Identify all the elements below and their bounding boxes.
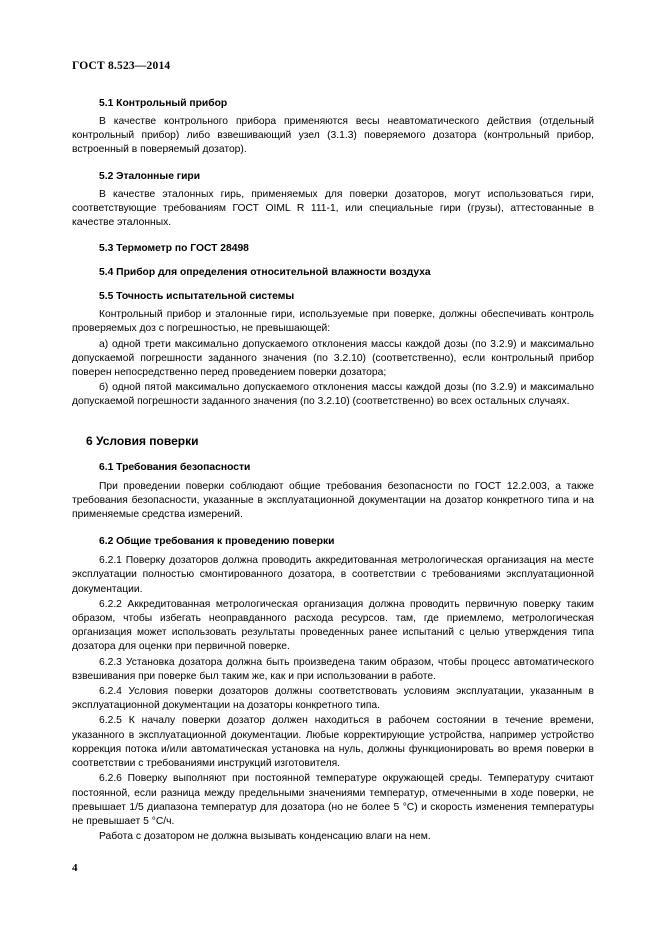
section-paragraph-5-2: В качестве эталонных гирь, применяемых для поверки дозаторов, могут использоваться гири, соответствующие требованиям ГОСТ OIML R 111-1, или специальные гири (грузы), аттестованные в качестве эталонных. [72, 188, 594, 229]
section-heading-5-3: 5.3 Термометр по ГОСТ 28498 [99, 243, 249, 255]
document-standard-header: ГОСТ 8.523—2014 [72, 60, 171, 72]
section-heading-5-4: 5.4 Прибор для определения относительной влажности воздуха [99, 267, 431, 279]
section-heading-5-1: 5.1 Контрольный прибор [99, 98, 228, 109]
section-paragraph-5-1: В качестве контрольного прибора применяются весы неавтоматического действия (отдельный контрольный прибор) либо взвешивающий узел (3.1.3) поверяемого дозатора (контрольный прибор, встроенный в поверяемый дозатор). [72, 116, 594, 156]
chapter-heading-6: 6 Условия поверки [86, 433, 199, 448]
section-paragraph-6-1: При проведении поверки соблюдают общие требования безопасности по ГОСТ 12.2.003, а также требования безопасности, указанные в эксплуатационной документации на дозатор конкретного типа и на применяемые средства измерений. [72, 480, 594, 521]
section-heading-6-2: 6.2 Общие требования к проведению поверки [99, 536, 335, 548]
section-paragraph-5-5-b: б) одной пятой максимально допускаемого отклонения массы каждой дозы (по 3.2.9) и максимально допускаемой погрешности заданного значения (по 3.2.10) (соответственно) во всех остальных случаях. [72, 382, 594, 408]
section-paragraph-6-2-1: 6.2.1 Поверку дозаторов должна проводить аккредитованная метрологическая организация на месте эксплуатации полностью смонтированного дозатора, в соответствии с требованиями эксплуатационной документации. [72, 555, 594, 595]
section-paragraph-6-2-3: 6.2.3 Установка дозатора должна быть произведена таким образом, чтобы процесс автоматического взвешивания при поверке был таким же, как и при использовании в работе. [72, 656, 594, 682]
section-paragraph-6-2-2: 6.2.2 Аккредитованная метрологическая организация должна проводить первичную поверку таким образом, чтобы избегать неоправданного расхода ресурсов. там, где приемлемо, метрологическая организация может использовать результаты проведенных ранее испытаний с целью утверждения типа дозатора для оценки при первичной поверке. [72, 598, 594, 653]
section-paragraph-6-2-5: 6.2.5 К началу поверки дозатор должен находиться в рабочем состоянии в течение времени, указанного в эксплуатационной документации. Любые корректирующие устройства, например устройство коррекция потока и/или автоматическая установка на нуль, должны функционировать во время поверки в соответствии с требованиями инструкций изготовителя. [72, 715, 594, 770]
section-paragraph-6-2-4: 6.2.4 Условия поверки дозаторов должны соответствовать условиям эксплуатации, указанным в эксплуатационной документации на дозаторы конкретного типа. [72, 686, 594, 712]
section-heading-5-5: 5.5 Точность испытательной системы [99, 291, 295, 303]
section-paragraph-5-5-a: а) одной трети максимально допускаемого отклонения массы каждой дозы (по 3.2.9) и максимально допускаемой погрешности заданного значения (по 3.2.10) (соответственно), если контрольный прибор поверен непосредственно перед проведением поверки дозатора; [72, 338, 594, 379]
section-heading-5-2: 5.2 Эталонные гири [99, 170, 201, 182]
section-paragraph-5-5-intro: Контрольный прибор и эталонные гири, используемые при поверке, должны обеспечивать контроль проверяемых доз с погрешностью, не превышающей: [72, 309, 594, 335]
page-number: 4 [72, 862, 78, 874]
section-paragraph-6-2-6: 6.2.6 Поверку выполняют при постоянной температуре окружающей среды. Температуру считают постоянной, если разница между предельными значениями температур, отмеченными в ходе поверки, не превышает 1/5 диапазона температур для дозатора (но не более 5 °C) и скорость изменения температуры не превышает 5 °C/ч. [72, 773, 594, 827]
section-heading-6-1: 6.1 Требования безопасности [99, 461, 251, 473]
section-paragraph-6-2-6-note: Работа с дозатором не должна вызывать конденсацию влаги на нем. [99, 831, 431, 843]
